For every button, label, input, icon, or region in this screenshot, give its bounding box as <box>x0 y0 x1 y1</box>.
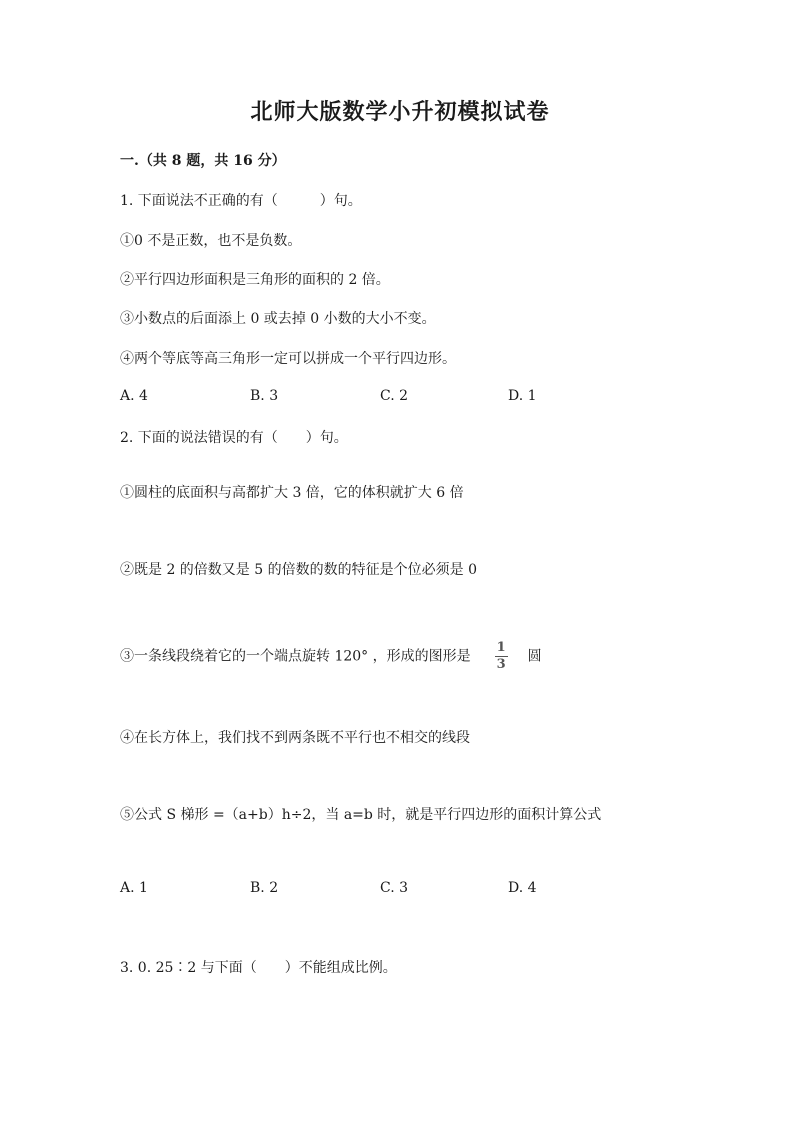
question-2-statement-3-text: ③一条线段绕着它的一个端点旋转 120° ，形成的图形是 <box>120 648 471 665</box>
fraction-numerator: 1 <box>496 640 506 655</box>
question-2-option-d[interactable]: D. 4 <box>508 880 537 896</box>
question-2-statement-5: ⑤公式 S 梯形 =（a+b）h÷2，当 a=b 时，就是平行四边形的面积计算公式 <box>120 807 602 823</box>
question-1-option-b[interactable]: B. 3 <box>250 388 279 404</box>
page-title: 北师大版数学小升初模拟试卷 <box>250 99 550 125</box>
question-1-statement-2: ②平行四边形面积是三角形的面积的 2 倍。 <box>120 272 390 288</box>
question-2-stem: 2. 下面的说法错误的有（ ）句。 <box>120 430 348 446</box>
question-2-option-a[interactable]: A. 1 <box>120 880 148 896</box>
question-2-statement-1: ①圆柱的底面积与高都扩大 3 倍，它的体积就扩大 6 倍 <box>120 485 464 501</box>
question-1-option-d[interactable]: D. 1 <box>508 388 537 404</box>
question-1-statement-1: ①0 不是正数，也不是负数。 <box>120 233 302 249</box>
question-2-statement-3 <box>120 641 542 672</box>
question-2-statement-3-tail: 圆 <box>527 648 542 665</box>
question-3-stem: 3. 0. 25∶2 与下面（ ）不能组成比例。 <box>120 960 397 976</box>
fraction-one-third <box>495 641 508 672</box>
question-1-statement-4: ④两个等底等高三角形一定可以拼成一个平行四边形。 <box>120 351 456 367</box>
question-2-option-b[interactable]: B. 2 <box>250 880 279 896</box>
question-1-option-a[interactable]: A. 4 <box>120 388 148 404</box>
fraction-denominator: 3 <box>496 657 506 672</box>
question-1-statement-3: ③小数点的后面添上 0 或去掉 0 小数的大小不变。 <box>120 311 436 327</box>
question-1-option-c[interactable]: C. 2 <box>380 388 409 404</box>
section-heading: 一.（共 8 题，共 16 分） <box>120 153 286 169</box>
question-2-option-c[interactable]: C. 3 <box>380 880 409 896</box>
question-1-stem: 1. 下面说法不正确的有（ ）句。 <box>120 193 362 209</box>
question-2-statement-2: ②既是 2 的倍数又是 5 的倍数的数的特征是个位必须是 0 <box>120 562 477 578</box>
question-2-statement-4: ④在长方体上，我们找不到两条既不平行也不相交的线段 <box>120 730 470 746</box>
